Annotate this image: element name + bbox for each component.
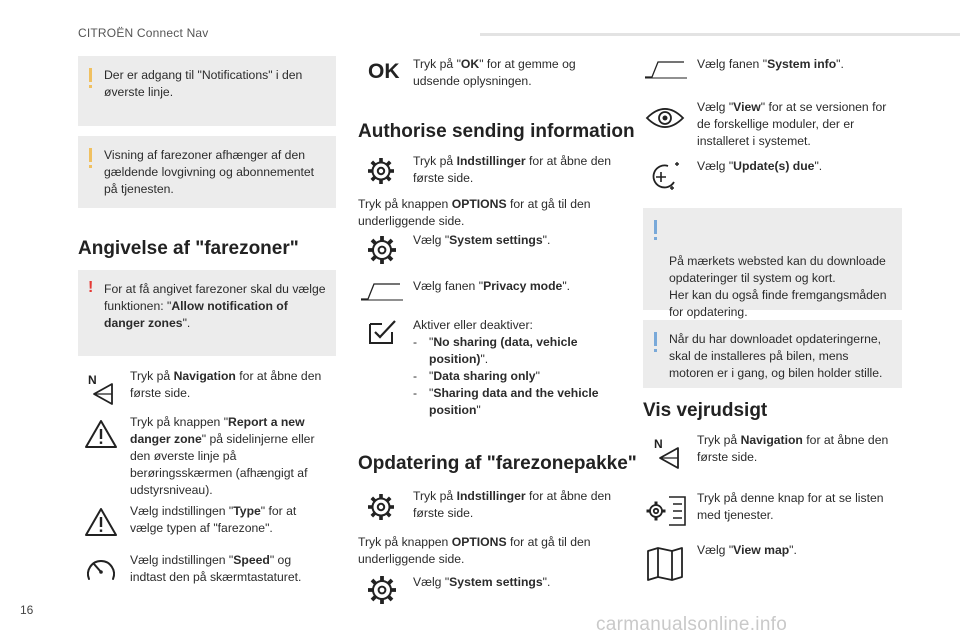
option-text: ". xyxy=(480,352,489,366)
step-text: for at gå til den underliggende side. xyxy=(358,535,591,566)
step-text: Vælg " xyxy=(697,100,734,114)
section-heading-weather: Vis vejrudsigt xyxy=(643,400,768,421)
step-text: for at åbne den første side. xyxy=(413,489,612,520)
header-rule xyxy=(480,33,960,36)
ok-icon-label: OK xyxy=(368,60,400,83)
option-text: " xyxy=(429,386,434,400)
step-text: Tryk på " xyxy=(413,57,461,71)
step-text-bold: Indstillinger xyxy=(456,489,526,503)
step-text: ". xyxy=(814,159,823,173)
option-text-bold: Sharing data and the vehicle position xyxy=(429,386,599,417)
info-note-text: Der er adgang til "Notifications" i den øverste linje. xyxy=(104,68,303,99)
step-text: Tryk på knappen xyxy=(358,197,452,211)
sharing-option[interactable] xyxy=(413,385,623,419)
step-text-bold: OPTIONS xyxy=(451,197,507,211)
option-text-bold: No sharing (data, vehicle position) xyxy=(429,335,578,366)
warning-icon: ! xyxy=(88,279,94,296)
step-text: for at åbne den første side. xyxy=(697,433,889,464)
warning-text-pre: For at få angivet farezoner skal du vælge funktionen: " xyxy=(104,282,326,313)
sharing-option[interactable] xyxy=(413,368,623,385)
step-text: ". xyxy=(542,575,551,589)
step-text: Vælg " xyxy=(413,233,450,247)
step-text-bold: Indstillinger xyxy=(456,154,526,168)
step-text-bold: Navigation xyxy=(740,433,803,447)
step-type xyxy=(130,503,326,537)
step-system-settings xyxy=(413,232,623,249)
services-list-icon[interactable] xyxy=(645,494,687,528)
section-heading-danger-zones: Angivelse af "farezoner" xyxy=(78,238,299,259)
checkbox-icon[interactable] xyxy=(368,318,398,346)
step-text: Tryk på knappen xyxy=(358,535,452,549)
settings-gear-icon[interactable] xyxy=(366,156,396,186)
info-note-text: Visning af farezoner afhænger af den gældende lovgivning og abonnementet på tjenesten. xyxy=(104,148,315,196)
step-text-bold: System settings xyxy=(449,575,543,589)
step-text-bold: System info xyxy=(767,57,837,71)
step-text: " og indtast den på skærmtastaturet. xyxy=(130,553,302,584)
ok-button-icon[interactable] xyxy=(366,56,410,84)
settings-gear-icon[interactable] xyxy=(366,492,396,522)
step-settings xyxy=(413,153,623,187)
step-text: " for at gemme og udsende oplysningen. xyxy=(413,57,576,88)
tab-icon[interactable] xyxy=(360,280,404,302)
system-settings-icon[interactable] xyxy=(364,234,400,266)
info-note-text: På mærkets websted kan du downloade opdateringer til system og kort. Her kan du også finde fremgangsmåden for opdatering. xyxy=(669,254,887,319)
step-view-map xyxy=(697,542,907,559)
step-text: ". xyxy=(789,543,797,557)
warning-note xyxy=(78,270,336,356)
step-view xyxy=(697,99,897,150)
step-toggle-sharing xyxy=(413,317,623,419)
step-text: for at åbne den første side. xyxy=(130,369,322,400)
step-text: Tryk på xyxy=(413,154,457,168)
watermark: carmanualsonline.info xyxy=(596,614,788,635)
info-note-install xyxy=(643,320,902,388)
step-privacy-mode xyxy=(413,278,623,295)
info-note-legislation xyxy=(78,136,336,208)
step-options xyxy=(358,196,608,230)
step-text: Tryk på denne knap for at se listen med tjenester. xyxy=(697,491,884,522)
info-note-notifications xyxy=(78,56,336,126)
step-text: Vælg " xyxy=(697,159,734,173)
step-settings-2 xyxy=(413,488,623,522)
info-note-text: Når du har downloadet opdateringerne, skal de installeres på bilen, mens motoren er i gang, og bilen holder stille. xyxy=(669,332,883,380)
step-text-bold: Privacy mode xyxy=(483,279,563,293)
tab-icon[interactable] xyxy=(644,58,688,80)
step-speed xyxy=(130,552,326,586)
option-text: " xyxy=(535,369,540,383)
sharing-option[interactable] xyxy=(413,334,623,368)
step-text: Vælg fanen " xyxy=(413,279,484,293)
step-text: Aktiver eller deaktiver: xyxy=(413,318,533,332)
step-text: Vælg " xyxy=(413,575,450,589)
step-text: for at åbne den første side. xyxy=(413,154,612,185)
step-text: Vælg " xyxy=(697,543,734,557)
update-icon[interactable] xyxy=(648,160,684,192)
navigation-icon-letter: N xyxy=(654,437,663,451)
warning-triangle-icon[interactable] xyxy=(84,506,118,538)
step-text-bold: OK xyxy=(460,57,480,71)
step-navigation-weather xyxy=(697,432,907,466)
step-services xyxy=(697,490,897,524)
step-text: ". xyxy=(562,279,571,293)
step-text-bold: Update(s) due xyxy=(733,159,815,173)
step-text: Vælg indstillingen " xyxy=(130,504,234,518)
step-text: Tryk på xyxy=(413,489,457,503)
step-text: ". xyxy=(836,57,844,71)
step-text-bold: Navigation xyxy=(173,369,236,383)
step-text: Tryk på xyxy=(130,369,174,383)
system-settings-icon[interactable] xyxy=(364,574,400,606)
step-updates-due xyxy=(697,158,907,175)
speedometer-icon[interactable] xyxy=(84,554,118,586)
step-text: " for at vælge typen af "farezone". xyxy=(130,504,297,535)
map-icon[interactable] xyxy=(646,546,684,582)
step-text-bold: View map xyxy=(733,543,790,557)
step-report-danger-zone xyxy=(130,414,326,499)
warning-text-post: ". xyxy=(182,316,191,330)
step-options-2 xyxy=(358,534,608,568)
warning-triangle-icon[interactable] xyxy=(84,418,118,450)
step-text-bold: Type xyxy=(233,504,261,518)
step-text: ". xyxy=(542,233,551,247)
option-text: " xyxy=(429,369,434,383)
section-heading-update-package: Opdatering af "farezonepakke" xyxy=(358,453,637,474)
step-text-bold: System settings xyxy=(449,233,543,247)
step-system-settings-2 xyxy=(413,574,623,591)
page-number: 16 xyxy=(20,603,34,617)
step-text: Vælg indstillingen " xyxy=(130,553,234,567)
step-system-info xyxy=(697,56,907,73)
info-bar xyxy=(654,220,657,234)
option-text: " xyxy=(429,335,434,349)
step-text: " for at se versionen for de forskellige moduler, der er installeret i systemet. xyxy=(697,100,887,148)
step-text: Vælg fanen " xyxy=(697,57,768,71)
option-text: " xyxy=(476,403,481,417)
step-text: Tryk på knappen " xyxy=(130,415,229,429)
header-title: CITROËN Connect Nav xyxy=(78,26,209,40)
step-text-bold: Speed xyxy=(233,553,270,567)
navigation-icon-letter: N xyxy=(88,373,97,387)
step-text-bold: Report a new danger zone xyxy=(130,415,305,446)
step-ok xyxy=(413,56,613,90)
eye-icon[interactable] xyxy=(645,104,685,132)
step-text: " på sidelinjerne eller den øverste linje på berøringsskærmen (afhængigt af udstyrsniveau). xyxy=(130,432,315,497)
info-note-downloads xyxy=(643,208,902,319)
option-text-bold: Data sharing only xyxy=(433,369,536,383)
step-text-bold: OPTIONS xyxy=(451,535,507,549)
step-text-bold: View xyxy=(733,100,761,114)
step-navigation xyxy=(130,368,340,402)
info-bar xyxy=(89,68,92,82)
info-bar xyxy=(654,332,657,346)
info-bar xyxy=(89,148,92,162)
navigation-icon[interactable] xyxy=(86,372,116,406)
section-heading-authorise: Authorise sending information xyxy=(358,121,635,142)
sharing-options-list xyxy=(413,334,623,419)
step-text: Tryk på xyxy=(697,433,741,447)
warning-text-bold: Allow notification of danger zones xyxy=(104,299,288,330)
navigation-icon[interactable] xyxy=(652,436,682,470)
step-text: for at gå til den underliggende side. xyxy=(358,197,591,228)
